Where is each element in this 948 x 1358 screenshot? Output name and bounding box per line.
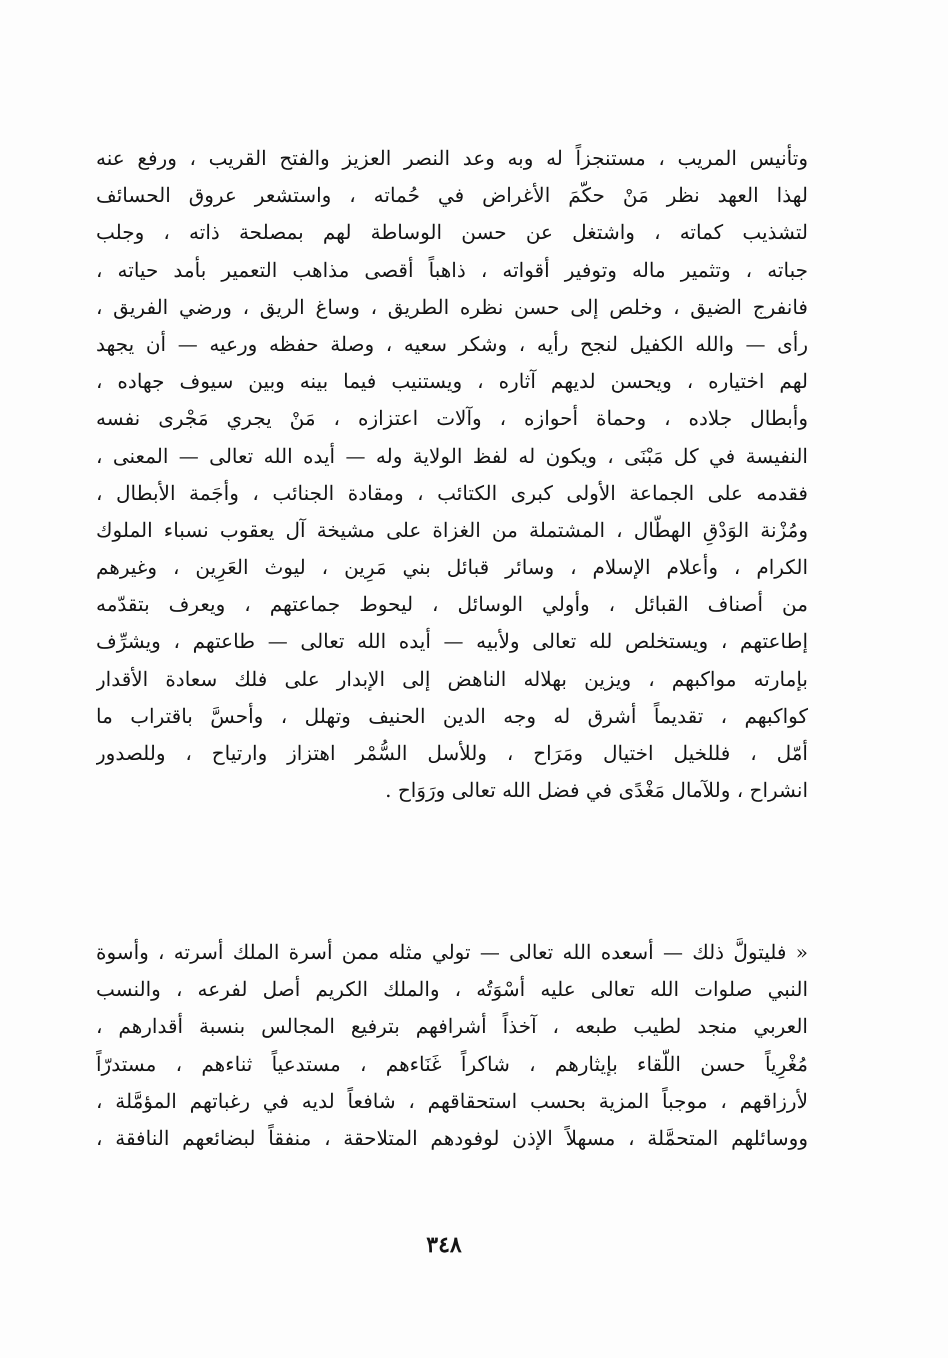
text-line: لأرزاقهم ، موجباً المزية بحسب استحقاقهم ، شافعاً لديه في رغباتهم المؤمَّلة ،: [96, 1088, 808, 1113]
page-number: ٣٤٨: [426, 1232, 462, 1258]
text-line: وأبطال جلاده ، وحماة أحوازه ، وآلات اعتزازه ، مَنْ يجري مَجْرى نفسه: [96, 406, 808, 431]
text-line: فانفرج الضيق ، وخلص إلى حسن نظره الطريق ، وساغ الريق ، ورضي الفريق ،: [96, 294, 808, 319]
text-line: بإمارته مواكبهم ، ويزين بهلاله الناهض إلى الإبدار على فلك سعادة الأقدار: [96, 666, 808, 691]
text-line: لهم اختياره ، ويحسن لديهم آثاره ، ويستنيب فيما بينه وبين سيوف جهاده ،: [96, 369, 808, 394]
text-line: فقدمه على الجماعة الأولى كبرى الكتائب ، ومقادة الجنائب ، وأجَمة الأبطال ،: [96, 480, 808, 505]
paragraph-2: [96, 934, 808, 1157]
text-line: « فليتولَّ ذلك — أسعده الله تعالى — تولي مثله ممن أسرة الملك أسرته ، وأسوة: [96, 940, 808, 964]
text-line: الكرام ، وأعلام الإسلام ، وسائر قبائل بني مَرِين ، ليوث العَرِين ، وغيرهم: [96, 555, 808, 580]
paragraph-1: [96, 140, 808, 809]
text-line: كواكبهم ، تقديماً أشرق له وجه الدين الحنيف وتهلل ، وأحسَّ باقتراب ما: [96, 703, 808, 728]
text-line: من أصناف القبائل ، وأولي الوسائل ، ليحوط جماعتهم ، ويعرف بتقدّمه: [96, 592, 808, 617]
text-line: لهذا العهد نظر مَنْ حكّمَ الأغراض في حُماته ، واستشعر عروق الحسائف: [96, 183, 808, 208]
text-line: العربي منجد لطيب طبعه ، آخذاً أشرافهم بترفيع المجالس بنسبة أقدارهم ،: [96, 1014, 808, 1039]
text-line: وتأنيس المريب ، مستنجزاً له وبه وعد النصر العزيز والفتح القريب ، ورفع عنه: [96, 146, 808, 170]
text-line: أمّل ، فللخيل اختيال ومَرَاح ، وللأسل السُّمْر اهتزاز وارتياح ، وللصدور: [96, 741, 808, 765]
text-line: إطاعتهم ، ويستخلص لله تعالى ولأبيه — أيده الله تعالى — طاعتهم ، ويشرِّف: [96, 629, 808, 654]
text-line: النفيسة في كل مَبْنَى ، ويكون له لفظ الولاية وله — أيده الله تعالى — المعنى ،: [96, 443, 808, 468]
text-line: ووسائلهم المتحمَّلة ، مسهلاً الإذن لوفودهم المتلاحقة ، منفقاً لبضائعهم النافقة ،: [96, 1125, 808, 1150]
text-line: انشراح ، وللآمال مَغْدًى في فضل الله تعالى ورَوَاح .: [385, 778, 808, 803]
text-line: لتشذيب كماته ، واشتغل عن حسن الوساطة لهم بمصلحة ذاته ، وجلب: [96, 220, 808, 245]
text-line: مُغْرِياً حسن اللّقاء بإيثارهم ، شاكراً غَنَاءهم ، مستدعياً ثناءهم ، مستدرّاً: [96, 1051, 808, 1076]
text-line: ومُزْنة الوَدْقِ الهطّال ، المشتملة من الغزاة على مشيخة آل يعقوب نسباء الملوك: [96, 517, 808, 542]
text-line: رأى — والله الكفيل لنجح رأيه ، وشكر سعيه ، وصلة حفظه ورعيه — أن يجهد: [96, 331, 808, 356]
text-line: النبي صلوات الله تعالى عليه أسْوَتُه ، والملك الكريم أصل لفرعه ، والنسب: [96, 977, 808, 1002]
text-line: جباته ، وتثمير ماله وتوفير أقواته ، ذاهباً أقصى مذاهب التعمير بأمد حياته ،: [96, 257, 808, 282]
